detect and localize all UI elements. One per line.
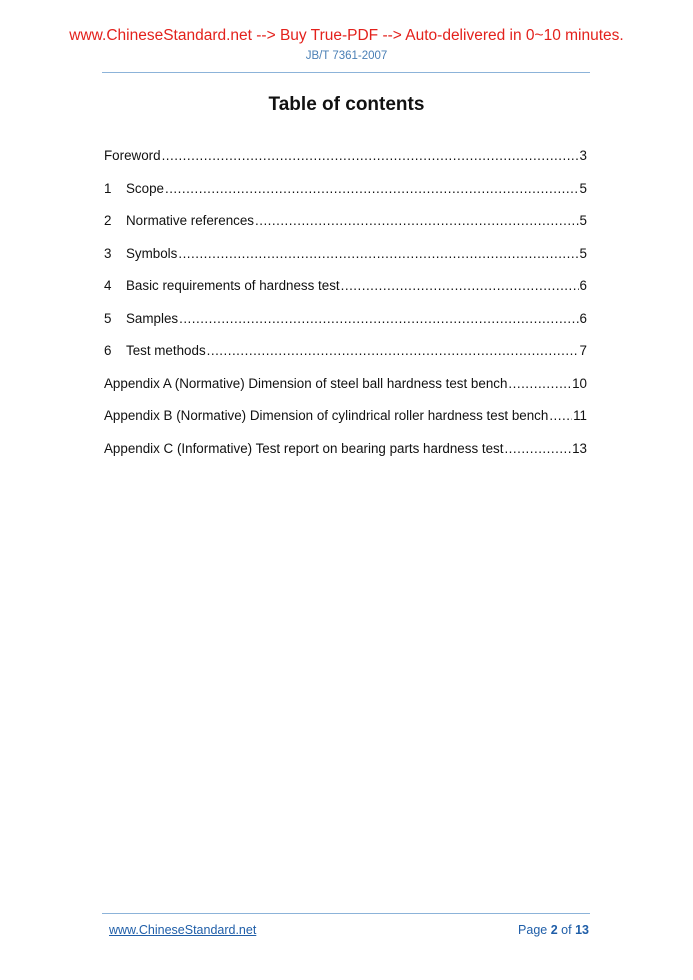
toc-entry-number: 6 <box>104 343 112 358</box>
toc-leader-dots <box>341 276 579 296</box>
page-current: 2 <box>550 923 558 937</box>
toc-title: Table of contents <box>268 94 425 115</box>
toc-entry-label: Symbols <box>126 245 178 261</box>
toc-entry-page: 13 <box>572 440 587 456</box>
standard-id: JB/T 7361-2007 <box>305 50 388 62</box>
toc-leader-dots <box>549 406 572 426</box>
toc-leader-dots <box>162 146 579 166</box>
toc-leader-dots <box>179 309 578 329</box>
toc-entry-appendix-c[interactable] <box>104 439 587 472</box>
promo-banner[interactable]: www.ChineseStandard.net --> Buy True-PDF --> Auto-delivered in 0~10 minutes. <box>69 27 624 44</box>
toc-entry-samples[interactable] <box>104 309 587 342</box>
toc-entry-page: 5 <box>579 245 587 261</box>
toc-leader-dots <box>207 341 579 361</box>
page-prefix: Page <box>518 923 548 937</box>
toc-entry-page: 5 <box>579 180 587 196</box>
toc-entry-page: 11 <box>573 408 587 423</box>
page-total: 13 <box>575 923 589 937</box>
toc-entry-number: 2 <box>104 213 112 228</box>
toc-entry-page: 3 <box>579 148 587 163</box>
toc-entry-number: 4 <box>104 278 112 293</box>
toc-entry-page: 5 <box>579 213 587 228</box>
toc-entry-page: 7 <box>579 343 587 358</box>
page-indicator <box>518 923 589 937</box>
toc-entry-normative-references[interactable] <box>104 211 587 244</box>
footer-divider <box>102 913 590 914</box>
toc-entry-number: 5 <box>104 310 112 326</box>
toc-entry-appendix-a[interactable] <box>104 374 587 407</box>
toc-entry-symbols[interactable] <box>104 244 587 277</box>
toc-entry-label: Test methods <box>126 343 206 358</box>
toc-entry-label: Appendix B (Normative) Dimension of cylindrical roller hardness test bench <box>104 408 549 423</box>
toc-entry-label: Normative references <box>126 213 255 228</box>
toc-entry-label: Basic requirements of hardness test <box>126 278 340 293</box>
toc-leader-dots <box>508 374 571 394</box>
toc-entry-appendix-b[interactable] <box>104 406 587 439</box>
toc-list <box>104 146 587 471</box>
toc-entry-page: 6 <box>579 278 587 293</box>
header-divider <box>102 72 590 73</box>
toc-leader-dots <box>504 439 571 459</box>
toc-entry-test-methods[interactable] <box>104 341 587 374</box>
toc-entry-label: Foreword <box>104 148 161 163</box>
toc-leader-dots <box>178 244 578 264</box>
toc-entry-number: 3 <box>104 245 112 261</box>
toc-entry-label: Scope <box>126 180 164 196</box>
toc-entry-page: 6 <box>579 310 587 326</box>
page-of: of <box>561 923 572 937</box>
toc-entry-basic-requirements[interactable] <box>104 276 587 309</box>
toc-leader-dots <box>165 179 579 199</box>
toc-entry-label: Appendix A (Normative) Dimension of steel ball hardness test bench <box>104 375 508 391</box>
toc-entry-number: 1 <box>104 180 112 196</box>
footer-site-link[interactable]: www.ChineseStandard.net <box>109 923 257 937</box>
toc-leader-dots <box>255 211 579 231</box>
toc-entry-label: Samples <box>126 310 179 326</box>
toc-entry-foreword[interactable] <box>104 146 587 179</box>
toc-entry-scope[interactable] <box>104 179 587 212</box>
toc-entry-page: 10 <box>572 375 587 391</box>
toc-entry-label: Appendix C (Informative) Test report on bearing parts hardness test <box>104 440 504 456</box>
